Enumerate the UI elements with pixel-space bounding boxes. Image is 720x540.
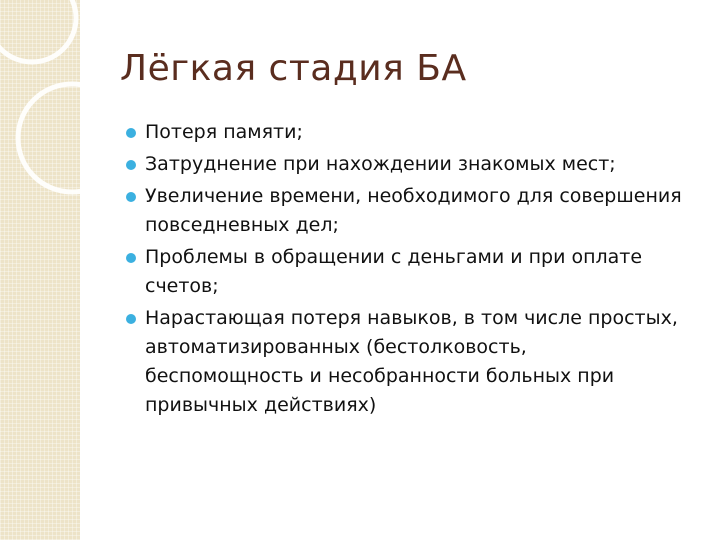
- bullet-item: [126, 150, 686, 179]
- bullet-list: [126, 118, 686, 423]
- bullet-text: Затруднение при нахождении знакомых мест;: [145, 153, 616, 175]
- bullet-item: [126, 243, 686, 301]
- bullet-dot-icon: [126, 128, 136, 138]
- decorative-side-panel: [0, 0, 80, 540]
- bullet-item: [126, 182, 686, 240]
- decorative-circles: [0, 0, 80, 540]
- bullet-dot-icon: [126, 160, 136, 170]
- bullet-item: [126, 304, 686, 420]
- bullet-text: Увеличение времени, необходимого для совершения повседневных дел;: [145, 185, 682, 236]
- bullet-text: Потеря памяти;: [145, 121, 303, 143]
- bullet-item: [126, 118, 686, 147]
- bullet-text: Нарастающая потеря навыков, в том числе простых, автоматизированных (бестолковость, беспомощность и несобранности больных при привычных действиях): [145, 307, 678, 416]
- slide-title: Лёгкая стадия БА: [120, 48, 467, 89]
- bullet-text: Проблемы в обращении с деньгами и при оплате счетов;: [145, 246, 643, 297]
- bullet-dot-icon: [126, 314, 136, 324]
- bullet-dot-icon: [126, 192, 136, 202]
- bullet-dot-icon: [126, 253, 136, 263]
